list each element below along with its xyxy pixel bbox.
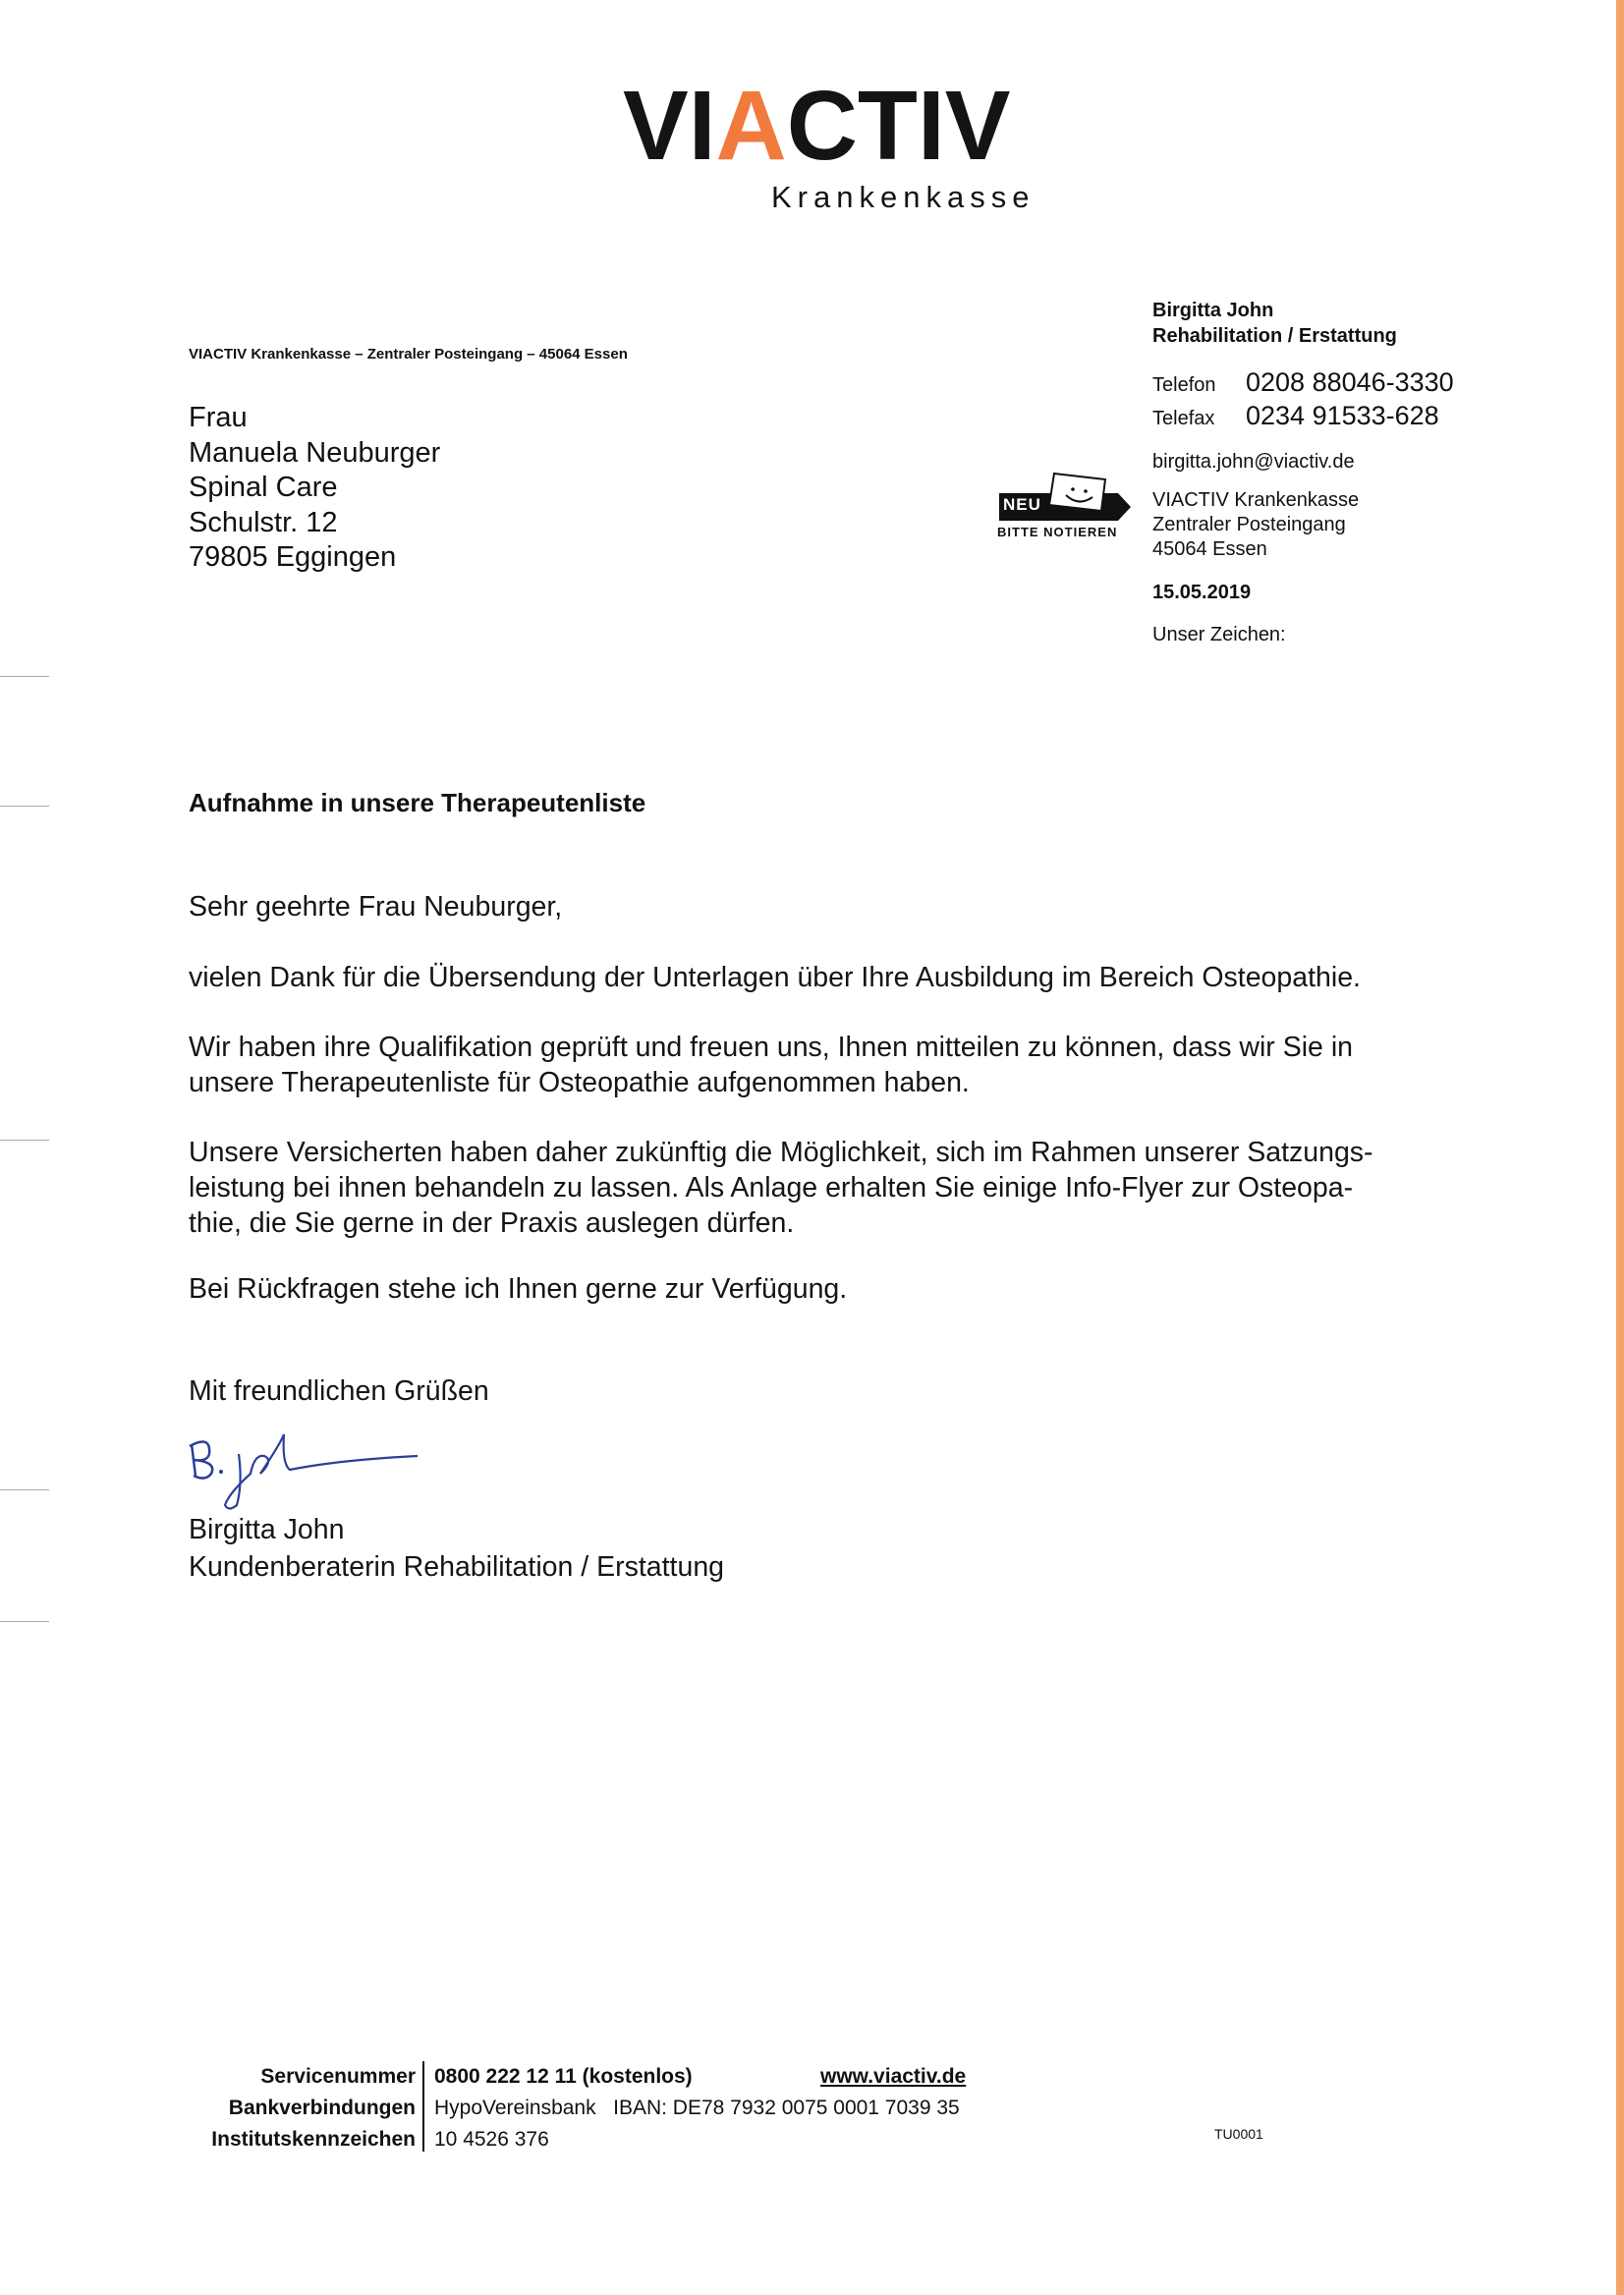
footer-code: TU0001 <box>1214 2126 1263 2142</box>
phone-number: 0208 88046-3330 <box>1246 367 1454 397</box>
recipient-line: 79805 Eggingen <box>189 541 397 573</box>
recipient-line: Schulstr. 12 <box>189 506 338 538</box>
footer-service-label: Servicenummer <box>260 2065 416 2088</box>
contact-address: VIACTIV Krankenkasse Zentraler Posteingang 45064 Essen <box>1152 489 1360 560</box>
footer-website-link[interactable]: www.viactiv.de <box>820 2065 967 2088</box>
new-address-badge: NEU BITTE NOTIEREN <box>995 462 1143 540</box>
contact-email: birgitta.john@viactiv.de <box>1152 451 1355 473</box>
footer-divider <box>422 2061 424 2152</box>
recipient-address <box>189 401 440 576</box>
letter-date: 15.05.2019 <box>1152 582 1252 603</box>
scan-mark <box>0 1140 49 1141</box>
signer-title: Kundenberaterin Rehabilitation / Erstattung <box>189 1551 725 1583</box>
paragraph: Bei Rückfragen stehe ich Ihnen gerne zur Verfügung. <box>189 1273 848 1305</box>
scan-edge <box>1616 0 1624 2295</box>
footer-bank-label: Bankverbindungen <box>228 2097 416 2119</box>
salutation: Sehr geehrte Frau Neuburger, <box>189 891 563 923</box>
recipient-line: Manuela Neuburger <box>189 436 441 469</box>
closing: Mit freundlichen Grüßen <box>189 1375 489 1407</box>
logo: VIACTIV <box>623 71 1011 181</box>
recipient-line: Spinal Care <box>189 472 338 503</box>
paragraph: Wir haben ihre Qualifikation geprüft und freuen uns, Ihnen mitteilen zu können, dass wir Sie in unsere Therapeutenliste für Osteopathie aufgenommen haben. <box>189 1032 1354 1098</box>
footer-service-number: 0800 222 12 11 (kostenlos) <box>434 2065 693 2088</box>
footer-ik-label: Institutskennzeichen <box>211 2128 416 2151</box>
recipient-line: Frau <box>189 402 248 433</box>
scan-mark <box>0 1489 49 1490</box>
scan-mark <box>0 1621 49 1622</box>
letter-subject: Aufnahme in unsere Therapeutenliste <box>189 788 646 817</box>
reference-label: Unser Zeichen: <box>1152 624 1286 645</box>
logo-subtitle: Krankenkasse <box>771 180 1036 214</box>
scan-mark <box>0 676 49 677</box>
scan-mark <box>0 806 49 807</box>
phone-row: Telefon 0208 88046-3330 <box>1152 367 1454 397</box>
paragraph: vielen Dank für die Übersendung der Unterlagen über Ihre Ausbildung im Bereich Osteopathie. <box>189 962 1361 993</box>
contact-department: Rehabilitation / Erstattung <box>1152 325 1397 347</box>
fax-number: 0234 91533-628 <box>1246 401 1439 430</box>
fax-row: Telefax 0234 91533-628 <box>1152 401 1439 430</box>
handwritten-signature <box>182 1415 437 1513</box>
footer-ik-value: 10 4526 376 <box>434 2128 549 2151</box>
footer-bank-value: HypoVereinsbank IBAN: DE78 7932 0075 0001 7039 35 <box>434 2097 960 2119</box>
paragraph: Unsere Versicherten haben daher zukünftig die Möglichkeit, sich im Rahmen unserer Satzungs- leistung bei ihnen behandeln zu lassen. Als Anlage erhalten Sie einige Info-Flyer zur Osteopa- thie, die Sie gerne in der Praxis auslegen dürfen. <box>189 1137 1373 1239</box>
signer-name: Birgitta John <box>189 1514 345 1545</box>
contact-name: Birgitta John <box>1152 300 1274 321</box>
sender-line: VIACTIV Krankenkasse – Zentraler Posteingang – 45064 Essen <box>189 346 628 363</box>
